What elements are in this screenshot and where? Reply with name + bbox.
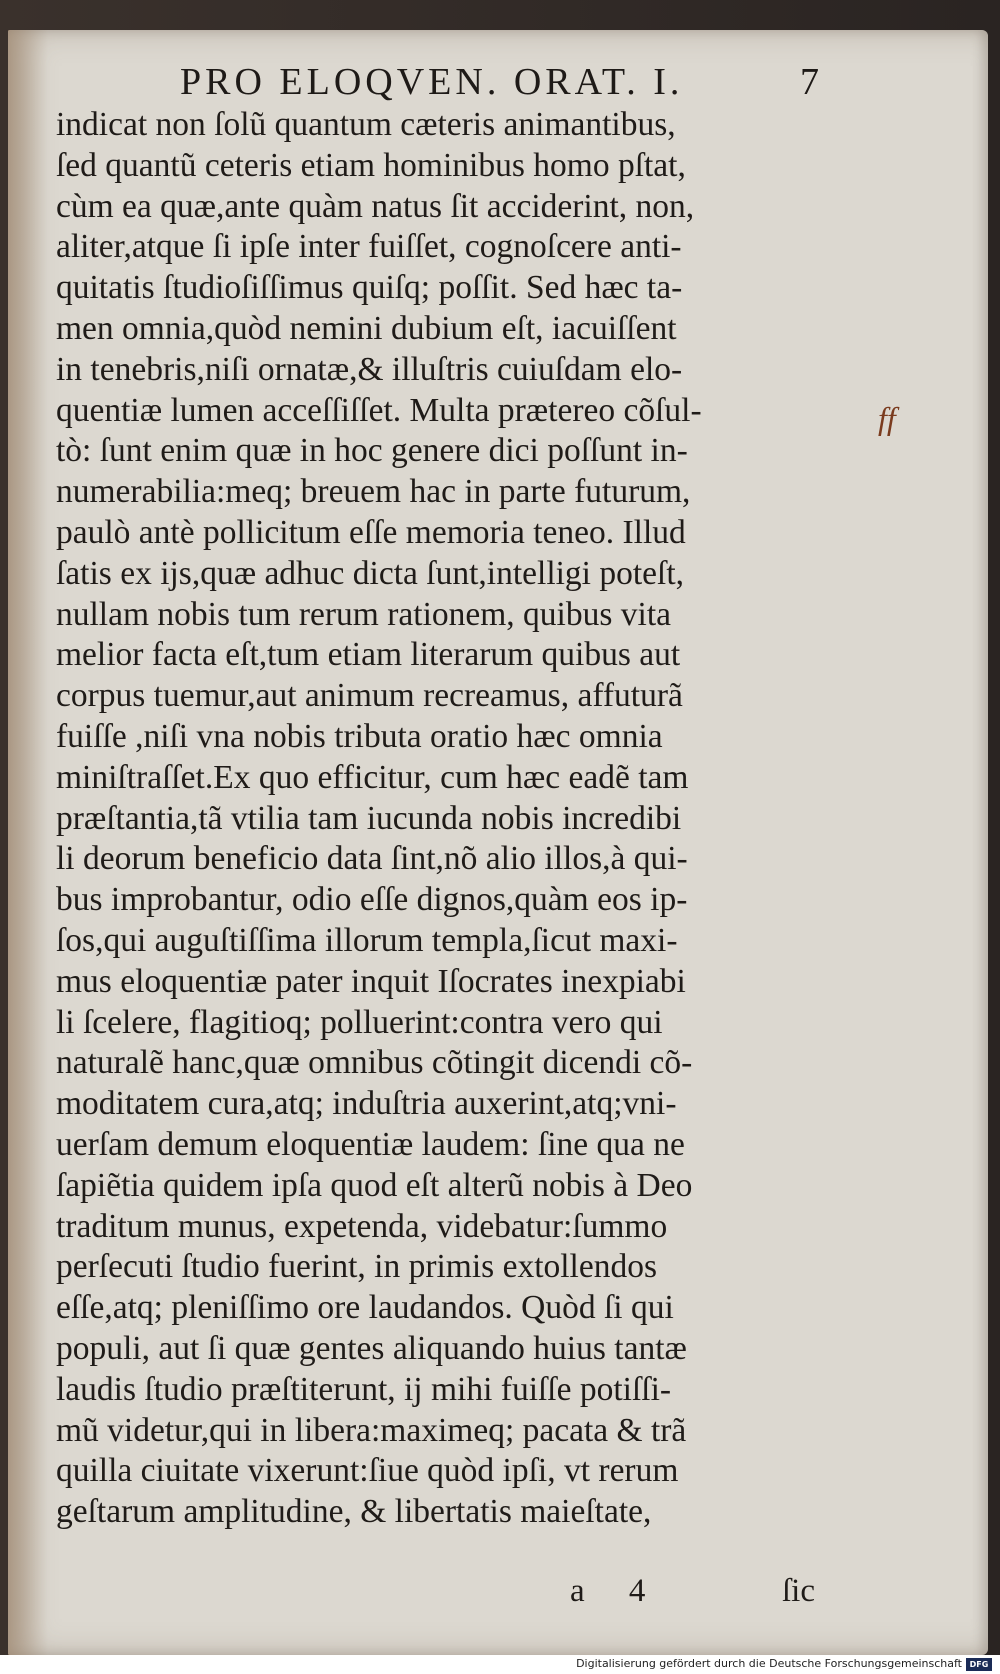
text-line: geſtarum amplitudine, & libertatis maieſtate, xyxy=(56,1493,652,1531)
text-line: melior facta eſt,tum etiam literarum quibus aut xyxy=(56,636,681,674)
digitization-credit: Digitalisierung gefördert durch die Deutsche Forschungsgemeinschaft xyxy=(576,1657,962,1670)
running-head: PRO ELOQVEN. ORAT. I. xyxy=(180,61,684,103)
page-number: 7 xyxy=(800,61,819,103)
text-line: paulò antè pollicitum eſſe memoria teneo. Illud xyxy=(56,513,686,551)
text-line: eſſe,atq; pleniſſimo ore laudandos. Quòd ſi qui xyxy=(56,1289,674,1327)
text-line: quilla ciuitate vixerunt:ſiue quòd ipſi, vt rerum xyxy=(56,1452,679,1490)
text-line: moditatem cura,atq; induſtria auxerint,atq;vni- xyxy=(56,1085,677,1123)
text-line: li deorum beneficio data ſint,nõ alio illos,à qui- xyxy=(56,840,688,878)
text-line: miniſtraſſet.Ex quo efficitur, cum hæc eadẽ tam xyxy=(56,758,689,796)
text-line: cùm ea quæ,ante quàm natus ſit acciderint, non, xyxy=(56,187,695,225)
text-line: ſatis ex ijs,quæ adhuc dicta ſunt,intelligi poteſt, xyxy=(56,554,685,592)
text-line: traditum munus, expetenda, videbatur:ſummo xyxy=(56,1207,668,1245)
text-line: quitatis ſtudioſiſſimus quiſq; poſſit. Sed hæc ta- xyxy=(56,269,683,307)
text-line: perſecuti ſtudio fuerint, in primis extollendos xyxy=(56,1248,658,1286)
signature-mark: a 4 xyxy=(570,1573,664,1609)
text-line: populi, aut ſi quæ gentes aliquando huius tantæ xyxy=(56,1329,687,1367)
text-line: nullam nobis tum rerum rationem, quibus vita xyxy=(56,595,672,633)
text-line: ſed quantũ ceteris etiam hominibus homo pſtat, xyxy=(56,146,686,184)
text-line: præſtantia,tã vtilia tam iucunda nobis incredibi xyxy=(56,799,682,837)
text-line: indicat non ſolũ quantum cæteris animantibus, xyxy=(56,106,676,143)
text-line: quentiæ lumen acceſſiſſet. Multa prætereo cõſul- xyxy=(56,391,702,429)
text-line: mus eloquentiæ pater inquit Iſocrates inexpiabi xyxy=(56,962,686,1000)
text-line: numerabilia:meq; breuem hac in parte futurum, xyxy=(56,473,691,511)
text-line: corpus tuemur,aut animum recreamus, affuturã xyxy=(56,677,683,715)
text-line: tò: ſunt enim quæ in hoc genere dici poſſunt in- xyxy=(56,432,688,470)
text-line: bus improbantur, odio eſſe dignos,quàm eos ip- xyxy=(56,881,688,919)
text-line: uerſam demum eloquentiæ laudem: ſine qua ne xyxy=(56,1125,685,1163)
text-line: ſapiẽtia quidem ipſa quod eſt alterũ nobis à Deo xyxy=(56,1166,693,1204)
margin-note: ff xyxy=(878,400,896,436)
catchword: ſic xyxy=(782,1573,815,1609)
text-line: aliter,atque ſi ipſe inter fuiſſet, cognoſcere anti- xyxy=(56,228,682,266)
text-line: naturalẽ hanc,quæ omnibus cõtingit dicendi cõ- xyxy=(56,1044,693,1082)
text-line: mũ videtur,qui in libera:maximeq; pacata & trã xyxy=(56,1411,687,1449)
text-line: laudis ſtudio præſtiterunt, ij mihi fuiſſe potiſſi- xyxy=(56,1370,672,1408)
dfg-logo: DFG xyxy=(966,1658,992,1671)
body-text xyxy=(56,105,831,1533)
text-line: li ſcelere, flagitioq; polluerint:contra vero qui xyxy=(56,1003,663,1041)
text-line: in tenebris,niſi ornatæ,& illuſtris cuiuſdam elo- xyxy=(56,350,683,388)
text-line: men omnia,quòd nemini dubium eſt, iacuiſſent xyxy=(56,309,677,347)
text-line: ſos,qui auguſtiſſima illorum templa,ſicut maxi- xyxy=(56,921,678,959)
page-gutter-shadow xyxy=(8,30,48,1655)
text-line: fuiſſe ,niſi vna nobis tributa oratio hæc omnia xyxy=(56,717,663,755)
